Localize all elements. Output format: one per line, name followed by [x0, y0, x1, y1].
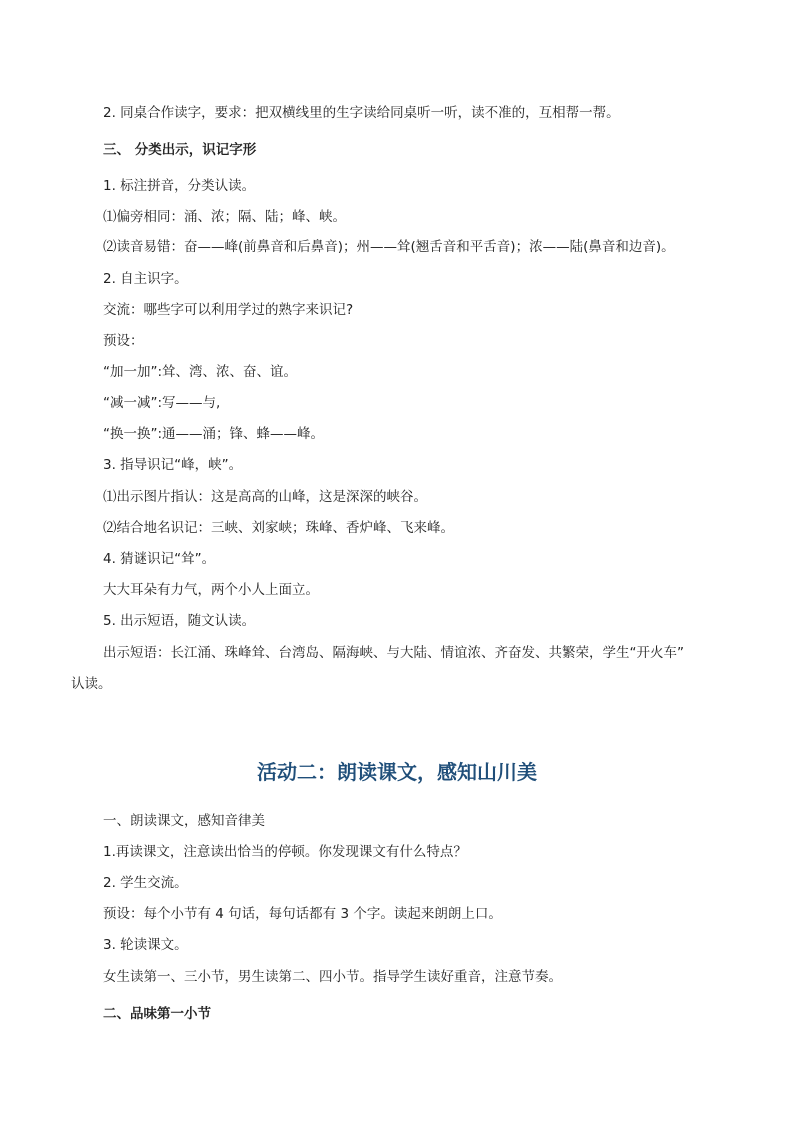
paragraph: ⑴偏旁相同：涌、浓；隔、陆；峰、峡。: [103, 209, 346, 225]
paragraph: 预设：: [103, 333, 144, 349]
paragraph: 交流：哪些字可以利用学过的熟字来识记?: [103, 302, 354, 318]
paragraph: ⑴出示图片指认：这是高高的山峰，这是深深的峡谷。: [103, 489, 427, 505]
activity-heading: 活动二：朗读课文，感知山川美: [257, 760, 537, 784]
paragraph: 1.再读课文，注意读出恰当的停顿。你发现课文有什么特点？: [103, 844, 467, 860]
paragraph: 1. 标注拼音，分类认读。: [103, 178, 256, 194]
paragraph: 2. 自主识字。: [103, 271, 188, 287]
paragraph: “加一加”:耸、湾、浓、奋、谊。: [103, 364, 298, 380]
paragraph: 女生读第一、三小节，男生读第二、四小节。指导学生读好重音，注意节奏。: [103, 969, 562, 985]
paragraph: 3. 指导识记“峰，峡”。: [103, 457, 243, 473]
section-heading: 一、朗读课文，感知音律美: [103, 813, 265, 829]
paragraph: “换一换”:通——涌；锋、蜂——峰。: [103, 426, 325, 442]
paragraph: 3. 轮读课文。: [103, 937, 188, 953]
paragraph: 5. 出示短语，随文认读。: [103, 613, 256, 629]
paragraph: 出示短语：长江涌、珠峰耸、台湾岛、隔海峡、与大陆、情谊浓、齐奋发、共繁荣，学生“开火车”: [103, 645, 684, 661]
paragraph: 4. 猜谜识记“耸”。: [103, 551, 216, 567]
paragraph: 大大耳朵有力气，两个小人上面立。: [103, 582, 319, 598]
paragraph: 2. 同桌合作读字，要求：把双横线里的生字读给同桌听一听，读不准的，互相帮一帮。: [103, 105, 620, 121]
paragraph: 预设：每个小节有 4 句话，每句话都有 3 个字。读起来朗朗上口。: [103, 906, 502, 922]
section-heading: 二、品味第一小节: [103, 1006, 211, 1022]
paragraph: ⑵结合地名识记：三峡、刘家峡；珠峰、香炉峰、飞来峰。: [103, 520, 454, 536]
paragraph: ⑵读音易错：奋——峰(前鼻音和后鼻音)；州——耸(翘舌音和平舌音)；浓——陆(鼻音和边音)。: [103, 239, 675, 255]
paragraph: 认读。: [71, 676, 112, 692]
section-heading: 三、 分类出示，识记字形: [103, 142, 257, 158]
paragraph: 2. 学生交流。: [103, 875, 188, 891]
paragraph: “减一减”:写——与,: [103, 395, 221, 411]
